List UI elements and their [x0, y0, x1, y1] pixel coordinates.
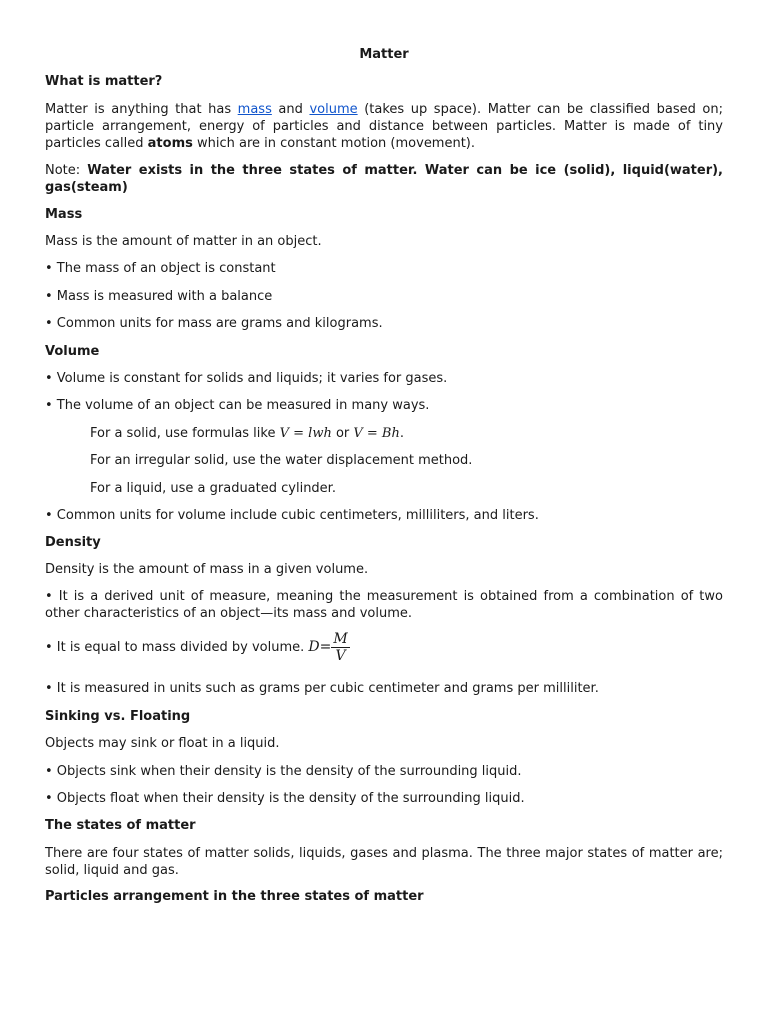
mass-bullet-1: • The mass of an object is constant: [45, 261, 276, 276]
sink-bullet-2: • Objects float when their density is the density of the surrounding liquid.: [45, 791, 525, 806]
intro-text-1: Matter is anything that has: [45, 102, 238, 117]
heading-volume: Volume: [45, 344, 100, 359]
fraction-numerator: M: [333, 631, 348, 647]
period-text: .: [399, 426, 405, 441]
heading-mass: Mass: [45, 207, 83, 222]
heading-density: Density: [45, 535, 101, 550]
heading-what-is-matter: What is matter?: [45, 74, 163, 89]
density-bullet-2: [45, 631, 350, 664]
volume-bullet-1: • Volume is constant for solids and liquids; it varies for gases.: [45, 371, 448, 386]
volume-irregular: For an irregular solid, use the water displacement method.: [90, 453, 473, 468]
sink-bullet-1: • Objects sink when their density is the density of the surrounding liquid.: [45, 764, 522, 779]
volume-solid-formula: [90, 425, 404, 442]
intro-text-2: (takes up space). Matter can be classified based on; particle arrangement, energy of particles and distance between particles. Matter is made of tiny particles called: [45, 102, 723, 151]
mass-bullet-2: • Mass is measured with a balance: [45, 289, 273, 304]
mass-definition: Mass is the amount of matter in an object.: [45, 234, 322, 249]
volume-link[interactable]: volume: [309, 102, 358, 117]
heading-particles-arrangement: Particles arrangement in the three states of matter: [45, 889, 424, 904]
solid-text: For a solid, use formulas like: [90, 426, 280, 441]
note-label: Note:: [45, 163, 88, 178]
volume-bullet-2: • The volume of an object can be measured in many ways.: [45, 398, 430, 413]
heading-sinking-floating: Sinking vs. Floating: [45, 709, 191, 724]
density-bullet-3: • It is measured in units such as grams per cubic centimeter and grams per milliliter.: [45, 681, 599, 696]
density-definition: Density is the amount of mass in a given volume.: [45, 562, 369, 577]
heading-states-of-matter: The states of matter: [45, 818, 196, 833]
mass-link[interactable]: mass: [237, 102, 272, 117]
density-formula-lhs: D=: [308, 639, 332, 655]
note-text: Water exists in the three states of matter. Water can be ice (solid), liquid(water), gas(steam): [45, 163, 724, 195]
density-bullet-1: • It is a derived unit of measure, meaning the measurement is obtained from a combination of two other characteristics of an object—its mass and volume.: [45, 589, 723, 621]
density-fraction: [331, 631, 349, 664]
or-text: or: [331, 426, 354, 441]
intro-paragraph: [45, 101, 723, 152]
intro-text-3: which are in constant motion (movement).: [192, 136, 476, 151]
volume-bullet-3: • Common units for volume include cubic centimeters, milliliters, and liters.: [45, 508, 539, 523]
states-paragraph: There are four states of matter solids, liquids, gases and plasma. The three major states of matter are; solid, liquid and gas.: [45, 846, 723, 878]
formula-bh: V = Bh: [353, 426, 400, 441]
volume-liquid: For a liquid, use a graduated cylinder.: [90, 481, 336, 496]
sink-definition: Objects may sink or float in a liquid.: [45, 736, 280, 751]
atoms-term: atoms: [147, 136, 193, 151]
density-bullet-2-text: • It is equal to mass divided by volume.: [45, 640, 309, 655]
fraction-denominator: V: [331, 647, 349, 664]
mass-bullet-3: • Common units for mass are grams and kilograms.: [45, 316, 383, 331]
formula-lwh: V = lwh: [279, 426, 332, 441]
intro-text-and: and: [271, 102, 310, 117]
document-title: Matter: [359, 47, 409, 62]
note-paragraph: [45, 162, 723, 196]
